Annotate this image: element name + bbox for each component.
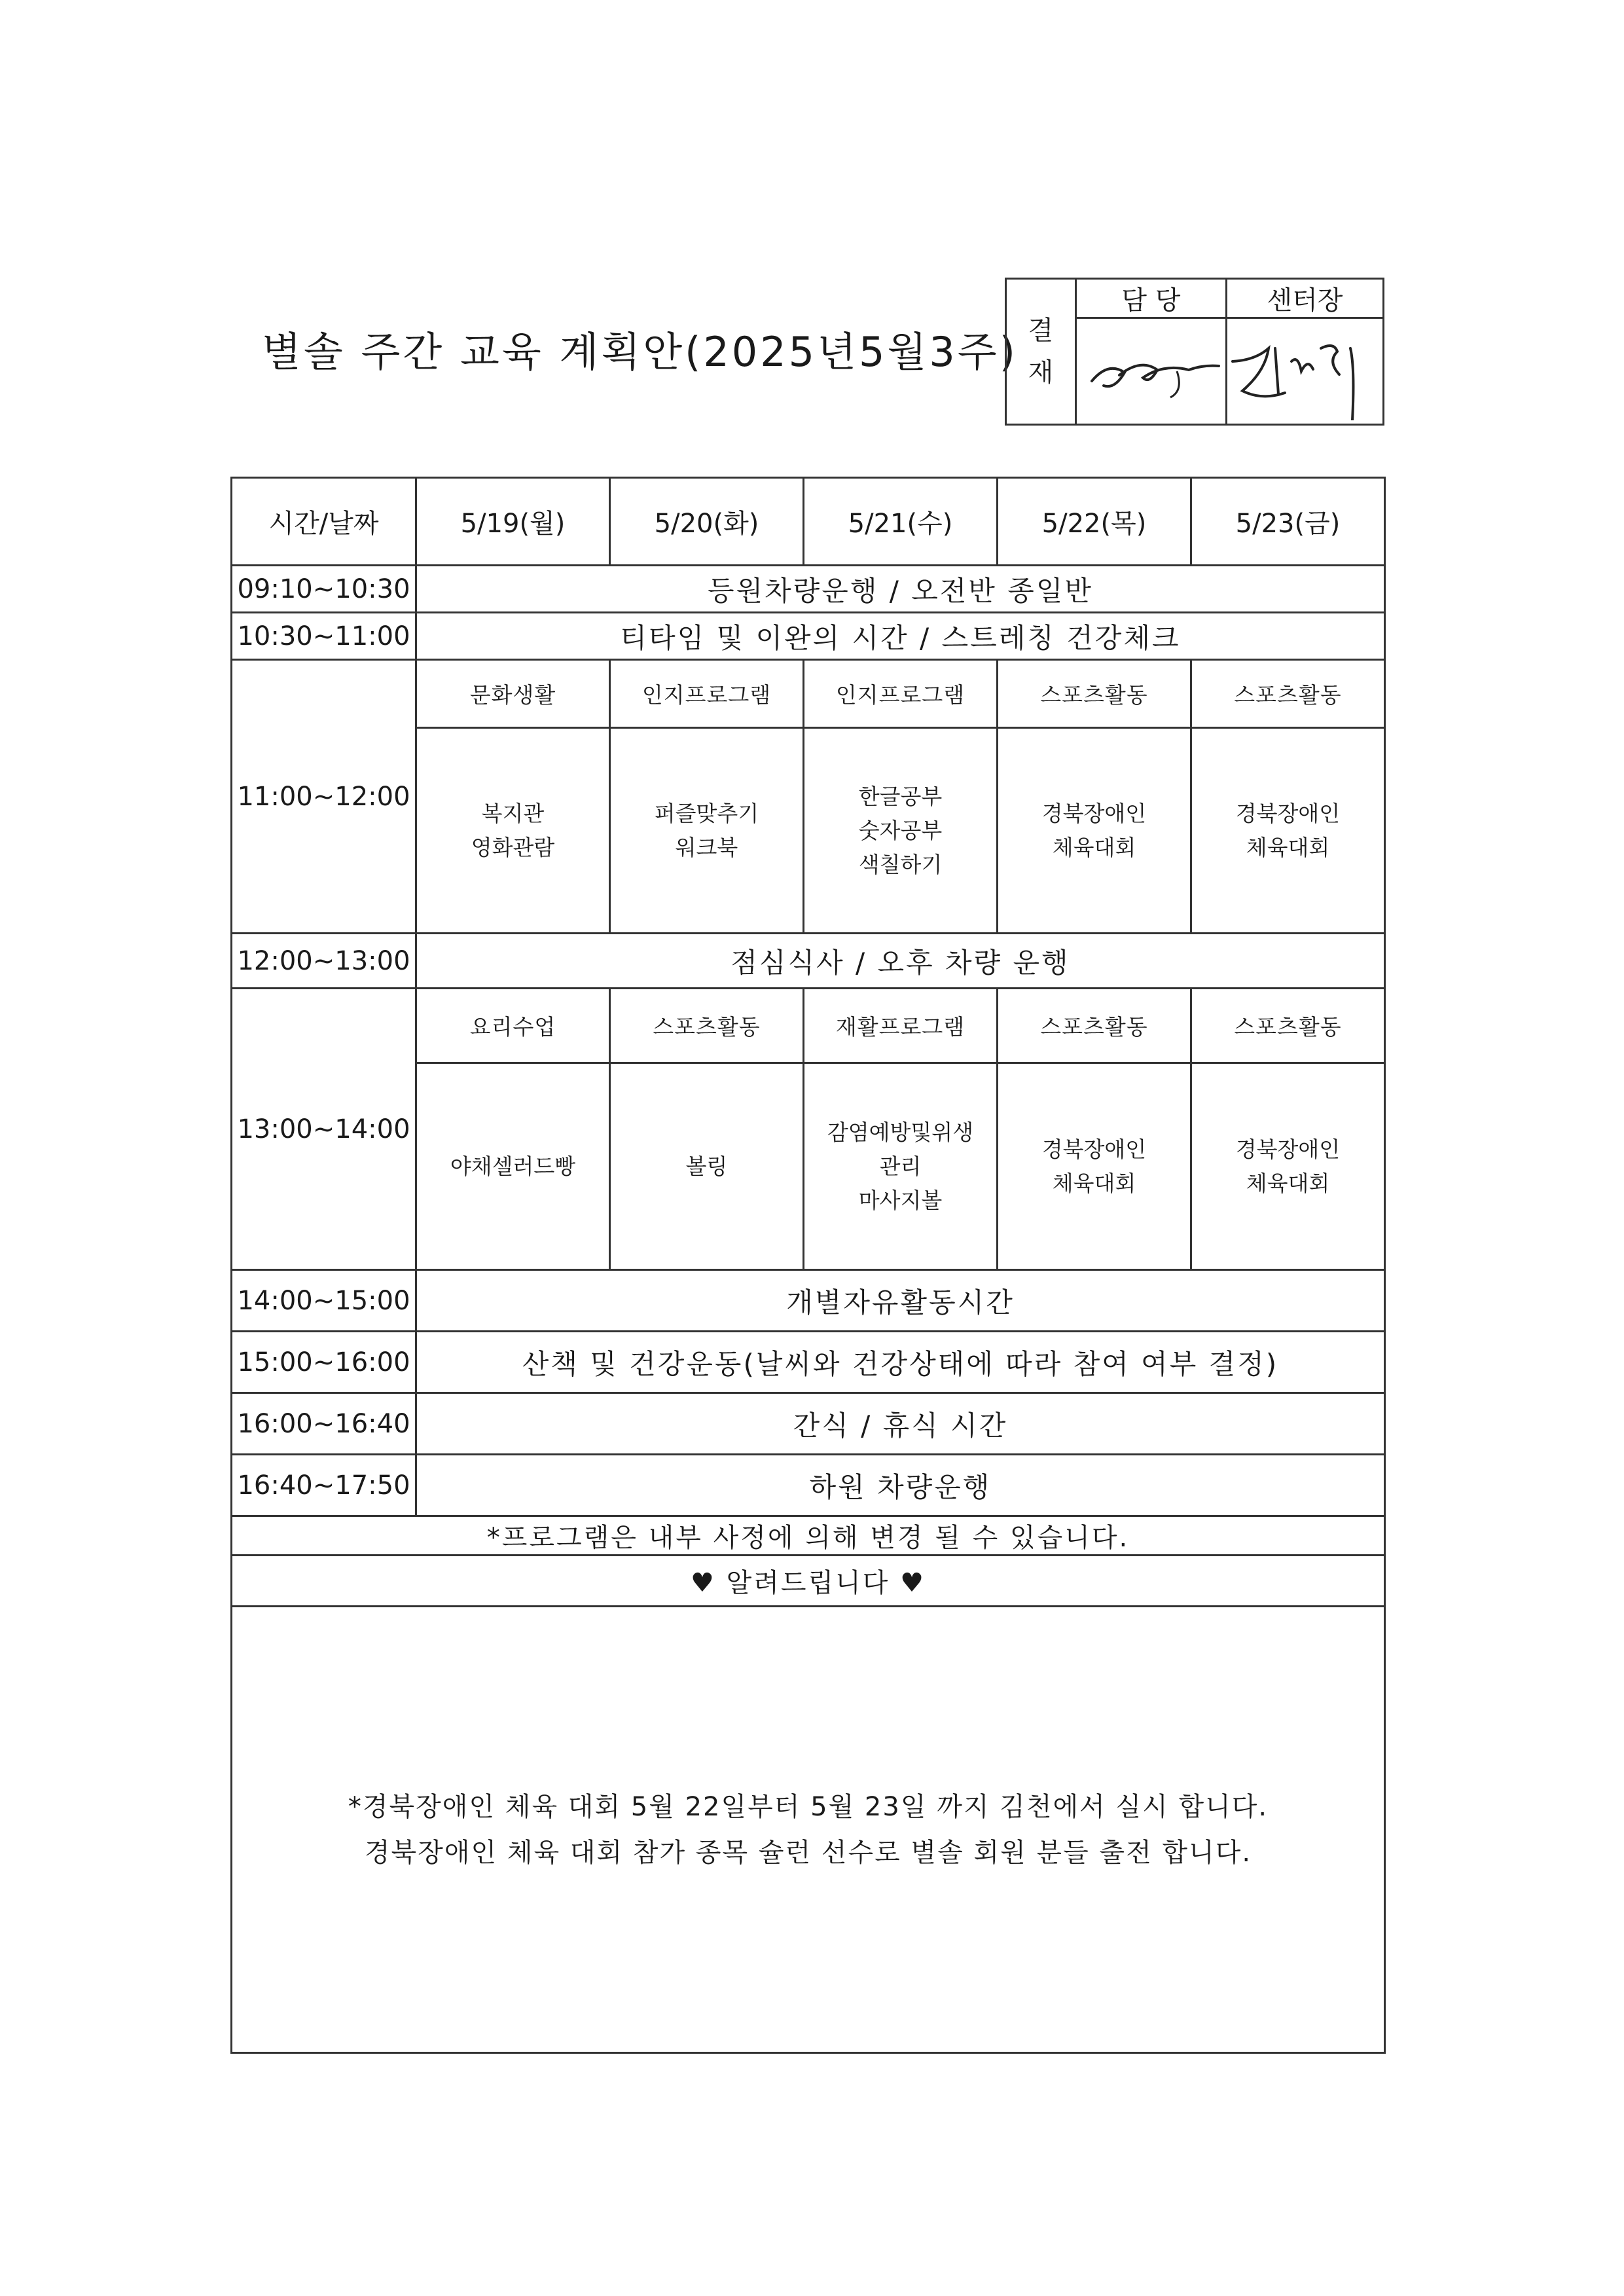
category-row [232,989,1385,1063]
activity-line: 복지관 [481,800,545,826]
page-title: 별솔 주간 교육 계획안(2025년5월3주) [262,328,1018,376]
activity-span: 개별자유활동시간 [416,1270,1385,1332]
activity-cell [610,1063,804,1270]
activity-cell [998,1063,1191,1270]
activity-line: 영화관람 [471,834,555,860]
time-cell: 14:00~15:00 [232,1270,416,1332]
announcement-title-row [232,1556,1385,1607]
activity-span: 하원 차량운행 [416,1455,1385,1516]
category-row [232,660,1385,728]
schedule-table [230,477,1386,2054]
activity-span: 점심식사 / 오후 차량 운행 [416,934,1385,989]
announcement-line: *경북장애인 체육 대회 5월 22일부터 5월 23일 까지 김천에서 실시 합니다. [348,1791,1269,1822]
activity-span: 간식 / 휴식 시간 [416,1393,1385,1455]
announcement-body [232,1607,1385,2053]
day-header: 5/21(수) [804,478,998,566]
activity-line: 체육대회 [1246,1170,1330,1196]
approval-col-manager: 담 당 [1076,279,1227,318]
activity-span: 산책 및 건강운동(날씨와 건강상태에 따라 참여 여부 결정) [416,1332,1385,1393]
activity-line: 경북장애인 [1041,800,1147,826]
category-cell: 인지프로그램 [804,660,998,728]
schedule-row [232,1393,1385,1455]
schedule-row [232,1270,1385,1332]
activity-line: 퍼즐맞추기 [654,800,759,826]
category-cell: 스포츠활동 [1191,660,1385,728]
category-cell: 재활프로그램 [804,989,998,1063]
director-signature-image [1229,322,1380,420]
time-cell: 16:00~16:40 [232,1393,416,1455]
activity-cell [1191,728,1385,934]
activity-span: 티타임 및 이완의 시간 / 스트레칭 건강체크 [416,613,1385,660]
activity-line: 관리 [879,1153,922,1179]
announcement-line: 경북장애인 체육 대회 참가 종목 슐런 선수로 별솔 회원 분들 출전 합니다. [364,1837,1252,1868]
day-header: 5/23(금) [1191,478,1385,566]
activity-line: 체육대회 [1246,834,1330,860]
header-row [232,478,1385,566]
director-signature [1226,318,1383,425]
heart-icon: ♥ [691,1568,716,1598]
category-cell: 스포츠활동 [610,989,804,1063]
schedule-row [232,1332,1385,1393]
time-cell: 12:00~13:00 [232,934,416,989]
approval-box [1005,278,1384,426]
activity-line: 한글공부 [858,783,943,809]
activity-line: 경북장애인 [1235,800,1341,826]
approval-label-1: 결 [1028,316,1054,346]
time-cell: 11:00~12:00 [232,660,416,934]
activity-line: 경북장애인 [1041,1136,1147,1162]
time-date-header: 시간/날짜 [232,478,416,566]
announcement-title: 알려드립니다 [726,1568,890,1598]
category-cell: 스포츠활동 [998,660,1191,728]
change-notice: *프로그램은 내부 사정에 의해 변경 될 수 있습니다. [232,1516,1385,1556]
activity-cell [804,728,998,934]
manager-signature-image [1079,332,1223,410]
time-cell: 15:00~16:00 [232,1332,416,1393]
schedule-row [232,566,1385,613]
announcement-title-cell [232,1556,1385,1607]
approval-side-label [1006,279,1076,425]
activity-cell [804,1063,998,1270]
activity-line: 야채셀러드빵 [450,1153,576,1179]
time-cell: 16:40~17:50 [232,1455,416,1516]
activity-line: 마사지볼 [858,1187,943,1213]
approval-col-director: 센터장 [1226,279,1383,318]
activity-line: 숫자공부 [858,817,943,843]
activity-line: 워크북 [675,834,738,860]
category-cell: 요리수업 [416,989,610,1063]
activity-cell [610,728,804,934]
announcement-body-row [232,1607,1385,2053]
heart-icon: ♥ [900,1568,926,1598]
category-cell: 스포츠활동 [1191,989,1385,1063]
activity-cell [416,728,610,934]
day-header: 5/22(목) [998,478,1191,566]
category-cell: 문화생활 [416,660,610,728]
approval-label-2: 재 [1028,357,1054,388]
activity-cell [416,1063,610,1270]
activity-line: 감염예방및위생 [827,1119,974,1145]
activity-span: 등원차량운행 / 오전반 종일반 [416,566,1385,613]
category-cell: 스포츠활동 [998,989,1191,1063]
activity-cell [1191,1063,1385,1270]
category-cell: 인지프로그램 [610,660,804,728]
note-row [232,1516,1385,1556]
schedule-row [232,1455,1385,1516]
time-cell: 09:10~10:30 [232,566,416,613]
activity-line: 체육대회 [1052,1170,1136,1196]
schedule-row [232,613,1385,660]
activity-line: 볼링 [685,1153,728,1179]
day-header: 5/20(화) [610,478,804,566]
manager-signature [1076,318,1227,425]
activity-line: 체육대회 [1052,834,1136,860]
activity-cell [998,728,1191,934]
time-cell: 10:30~11:00 [232,613,416,660]
time-cell: 13:00~14:00 [232,989,416,1270]
day-header: 5/19(월) [416,478,610,566]
activity-line: 색칠하기 [858,851,943,877]
schedule-row [232,934,1385,989]
activity-line: 경북장애인 [1235,1136,1341,1162]
